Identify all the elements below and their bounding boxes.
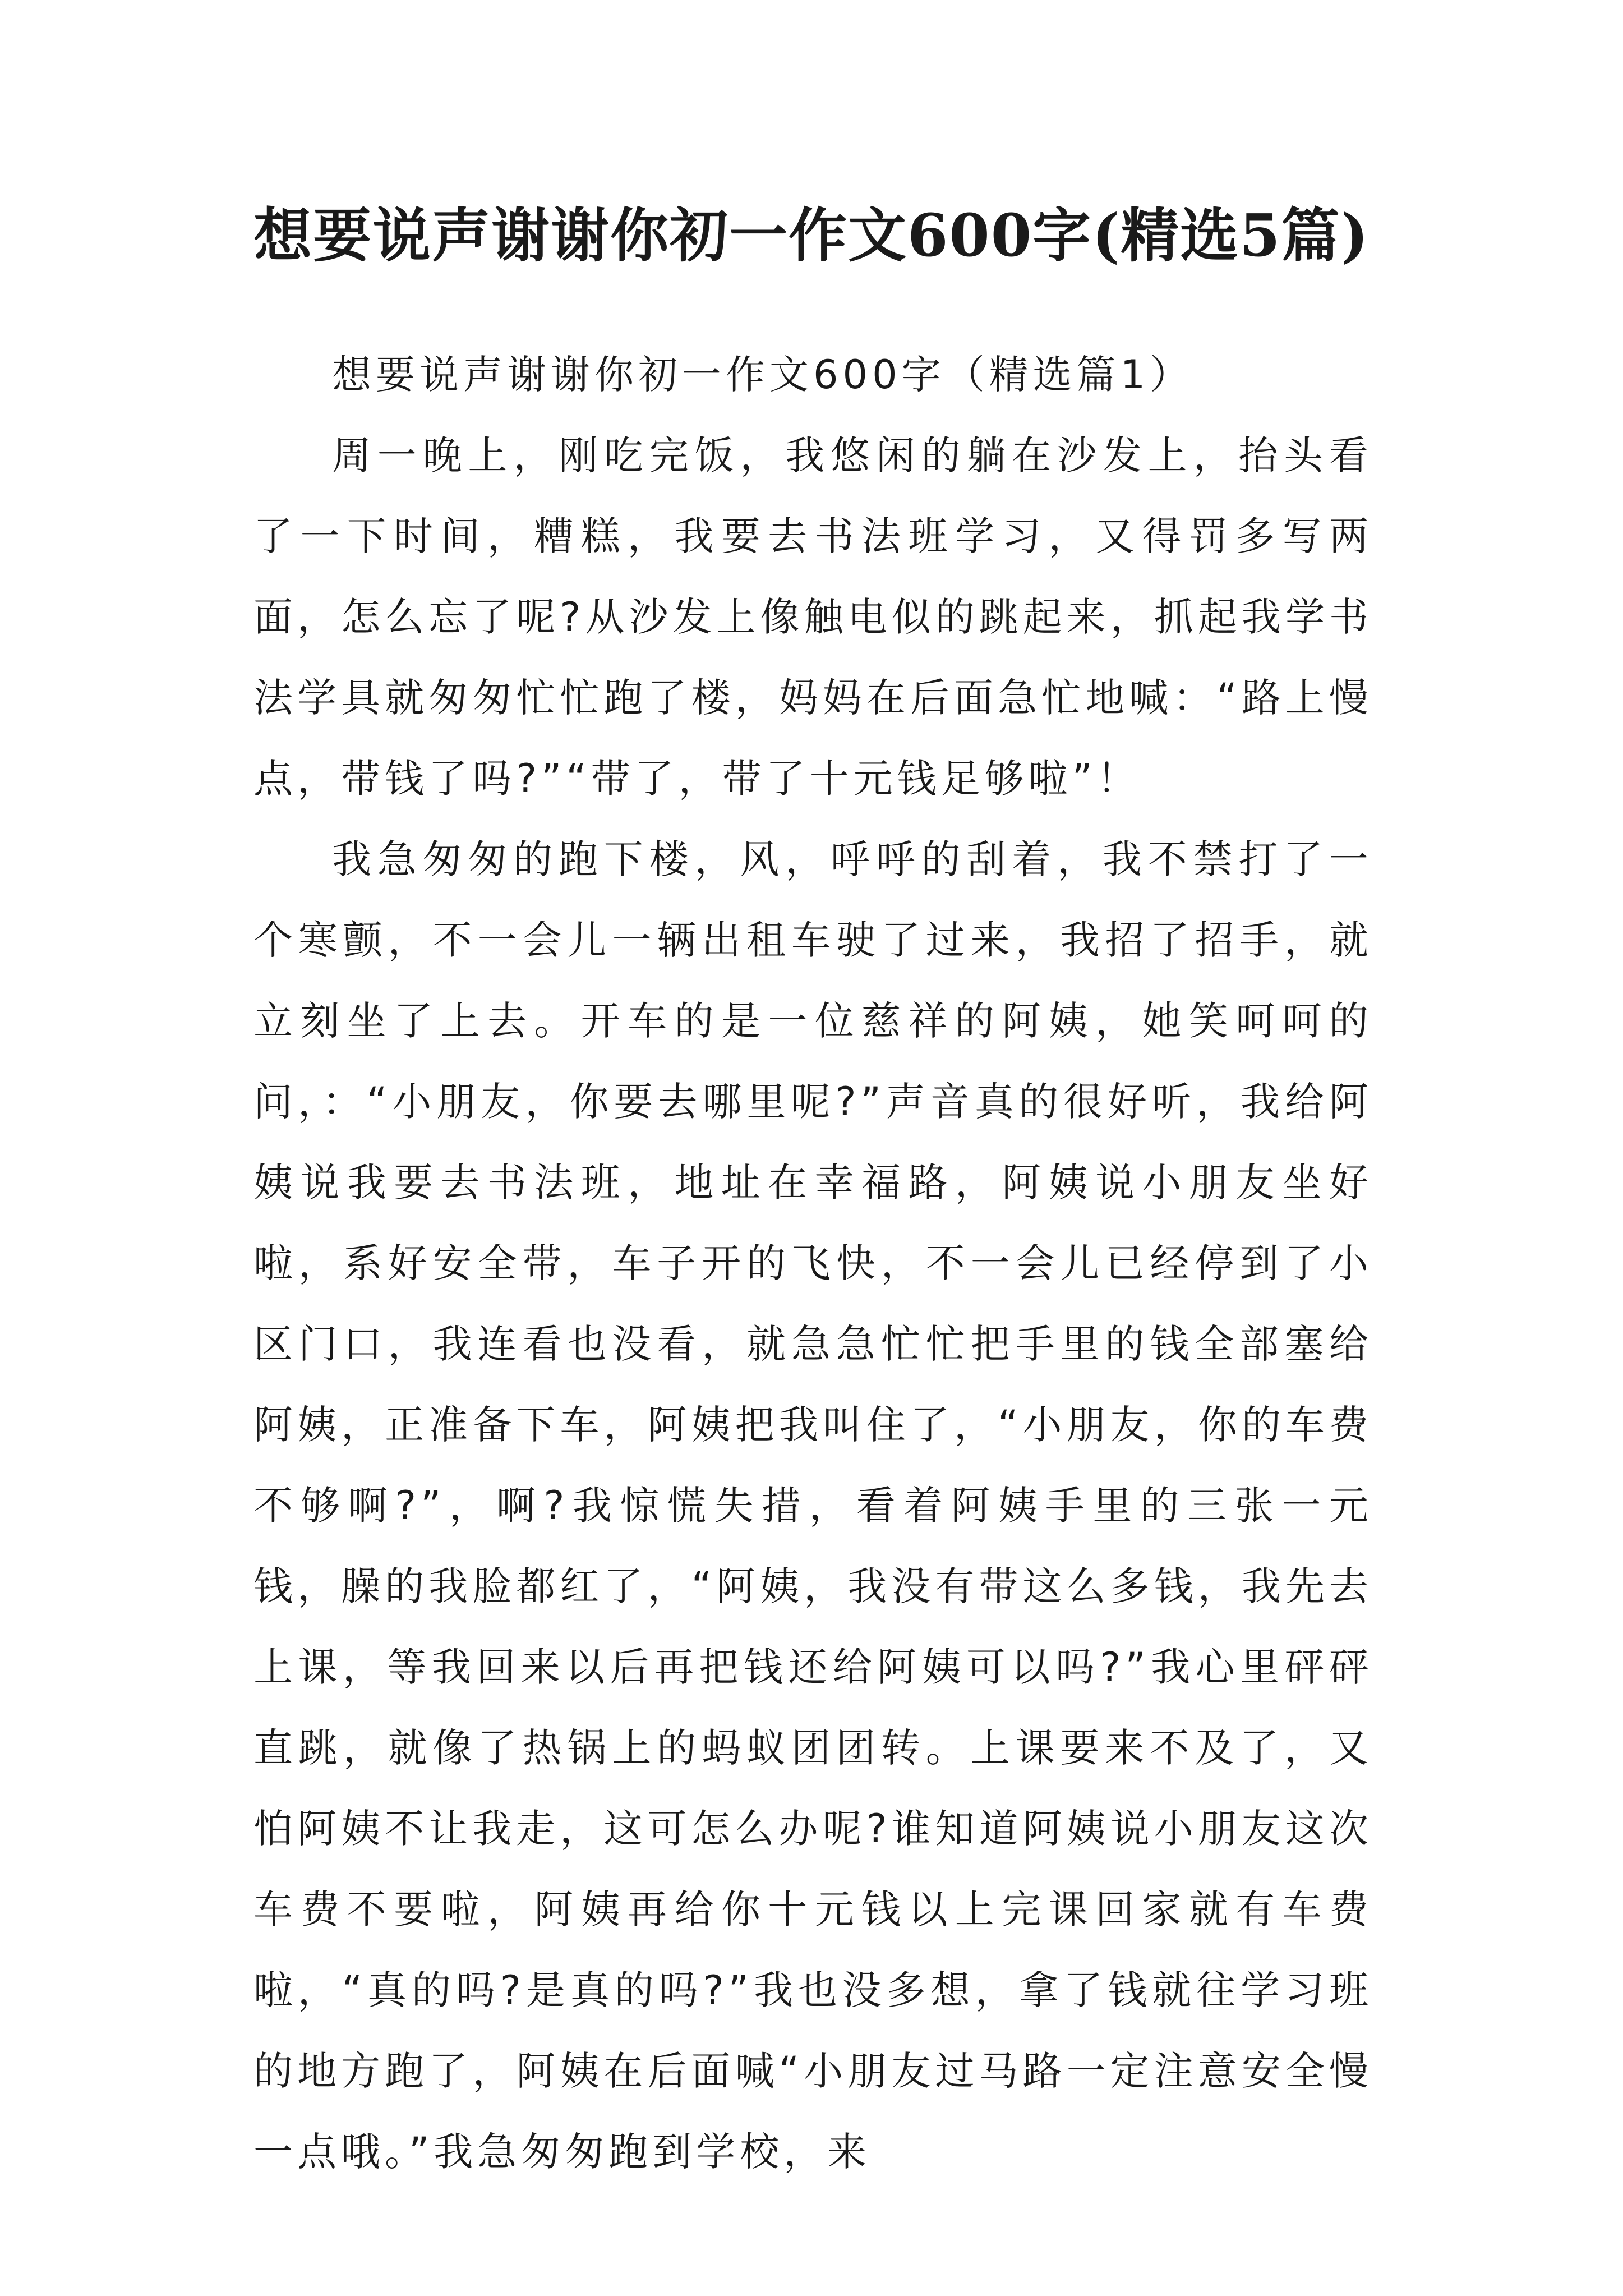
document-body <box>253 334 1373 2192</box>
paragraph: 我急匆匆的跑下楼，风，呼呼的刮着，我不禁打了一个寒颤，不一会儿一辆出租车驶了过来，我招了招手，就立刻坐了上去。开车的是一位慈祥的阿姨，她笑呵呵的问，：“小朋友，你要去哪里呢?”声音真的很好听，我给阿姨说我要去书法班，地址在幸福路，阿姨说小朋友坐好啦，系好安全带，车子开的飞快，不一会儿已经停到了小区门口，我连看也没看，就急急忙忙把手里的钱全部塞给阿姨，正准备下车，阿姨把我叫住了，“小朋友，你的车费不够啊?”，啊?我惊慌失措，看着阿姨手里的三张一元钱，臊的我脸都红了，“阿姨，我没有带这么多钱，我先去上课，等我回来以后再把钱还给阿姨可以吗?”我心里砰砰直跳，就像了热锅上的蚂蚁团团转。上课要来不及了，又怕阿姨不让我走，这可怎么办呢?谁知道阿姨说小朋友这次车费不要啦，阿姨再给你十元钱以上完课回家就有车费啦，“真的吗?是真的吗?”我也没多想，拿了钱就往学习班的地方跑了，阿姨在后面喊“小朋友过马路一定注意安全慢一点哦。”我急匆匆跑到学校，来 <box>253 836 1373 2175</box>
paragraph: 周一晚上，刚吃完饭，我悠闲的躺在沙发上，抬头看了一下时间，糟糕，我要去书法班学习，又得罚多写两面，怎么忘了呢?从沙发上像触电似的跳起来，抓起我学书法学具就匆匆忙忙跑了楼，妈妈在后面急忙地喊：“路上慢点，带钱了吗?”“带了，带了十元钱足够啦”！ <box>253 432 1373 802</box>
document-title: 想要说声谢谢你初一作文600字(精选5篇) <box>253 201 1370 270</box>
section-heading: 想要说声谢谢你初一作文600字（精选篇1） <box>332 352 1194 398</box>
